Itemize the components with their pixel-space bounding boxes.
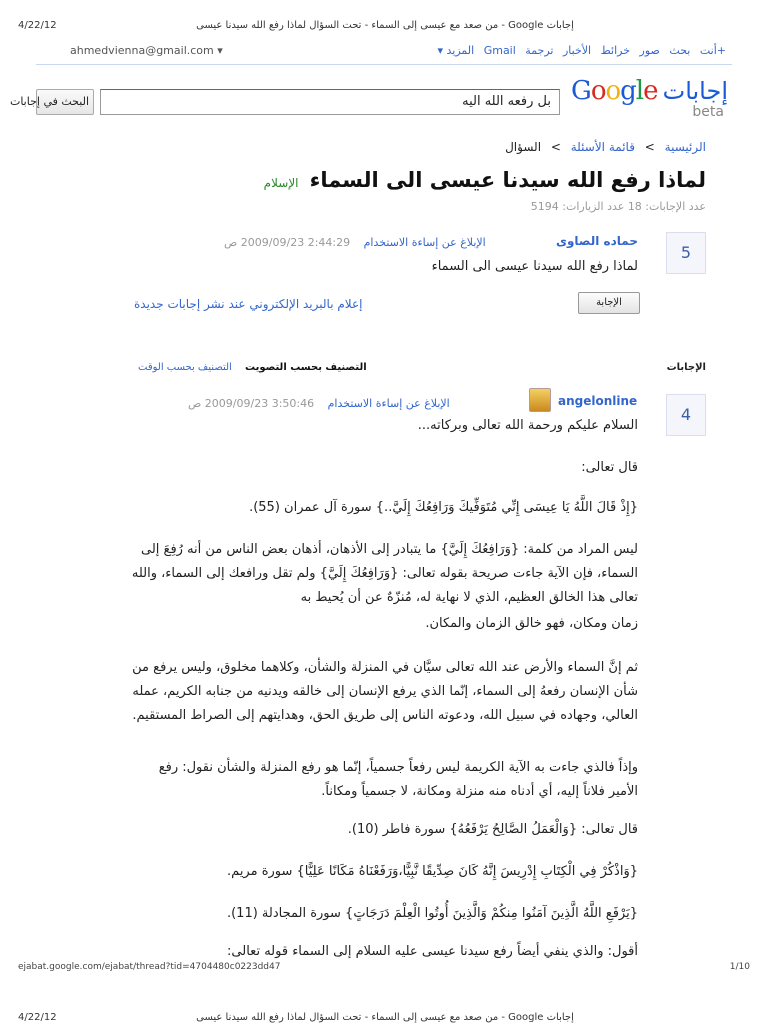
account-email[interactable]: ahmedvienna@gmail.com ▾ [70, 44, 223, 57]
answer-paragraph: {وَاذْكُرْ فِي الْكِتَابِ إِدْرِيسَ إِنَّهُ كَانَ صِدِّيقًا نَّبِيًّا،وَرَفَعْنَاهُ مَكَانًا عَلِيًّا} سورة مريم. [227, 864, 638, 879]
search-button[interactable]: البحث في إجابات [36, 89, 94, 115]
breadcrumb-home[interactable]: الرئيسية [664, 140, 706, 154]
question-author[interactable]: حماده الصاوى [555, 234, 638, 248]
logo-beta-tag: beta [692, 104, 724, 120]
nav-more[interactable]: المزيد ▾ [437, 44, 475, 57]
print-title-next: إجابات Google - من صعد مع عيسى إلى السماء - تحت السؤال لماذا رفع الله سيدنا عيسى [196, 1012, 574, 1023]
answer-meta [188, 397, 450, 410]
answer-paragraph: {يَرْفَعِ اللَّهُ الَّذِينَ آمَنُوا مِنكُمْ وَالَّذِينَ أُوتُوا الْعِلْمَ دَرَجَاتٍ} سورة المجادلة (11). [226, 906, 638, 921]
breadcrumb-sep: > [550, 140, 561, 154]
sort-by-vote[interactable]: التصنيف بحسب التصويت [245, 362, 367, 373]
breadcrumb-current: السؤال [505, 140, 542, 154]
question-meta [224, 236, 486, 249]
question-timestamp: 2:44:29 2009/09/23 ص [224, 236, 351, 249]
breadcrumb-sep: > [644, 140, 655, 154]
nav-plus[interactable]: +أنت [699, 44, 726, 57]
answer-paragraph: السلام عليكم ورحمة الله تعالى وبركاته... [417, 418, 638, 433]
question-body: لماذا رفع الله سيدنا عيسى الى السماء [431, 259, 638, 274]
answer-button[interactable]: الإجابة [578, 292, 640, 314]
top-nav [432, 44, 727, 57]
answer-paragraph: ثم إنَّ السماء والأرض عند الله تعالى سيَّان في المنزلة والشأن، وكلاهما مخلوق، وليس يرفع من شأن الإنسان رفعهُ إلى السماء، إنّما الذي يرفع الإنسان إلى خالقه ويدنيه من جنابه الكريم، عمله العالي، وجهاده في سبيل الله، ودعوته الناس إلى طريق الحق، وهدايتهم إلى الصراط المستقيم. [132, 660, 638, 723]
answers-label: الإجابات [666, 362, 706, 373]
top-divider [36, 64, 732, 65]
sort-options [138, 362, 367, 373]
print-date-next: 4/22/12 [18, 1012, 57, 1023]
answer-paragraph: ليس المراد من كلمة: {وَرَافِعُكَ إِلَيَّ} ما يتبادر إلى الأذهان، أذهان بعض الناس من أنه رُفِعَ إلى السماء، فإن الآية جاءت صريحة بقوله تعالى: {وَرَافِعُكَ إِلَيَّ} ولم تقل ورافعك إلى السماء، والله تعالى هذا الخالق العظيم، الذي لا نهاية له، مُنزّهٌ عن أن يُحيط به [131, 542, 638, 605]
report-abuse-link[interactable]: الإبلاغ عن إساءة الاستخدام [327, 397, 450, 410]
answer-author[interactable]: angelonline [558, 394, 638, 408]
page-title: لماذا رفع الله سيدنا عيسى الى السماء [309, 168, 706, 192]
answer-timestamp: 3:50:46 2009/09/23 ص [188, 397, 315, 410]
search-input[interactable]: بل رفعه الله اليه [100, 89, 560, 115]
question-header [264, 168, 706, 192]
question-vote-count[interactable]: 5 [666, 232, 706, 274]
answer-paragraph: {إِذْ قَالَ اللَّهُ يَا عِيسَى إِنِّي مُتَوَفِّيكَ وَرَافِعُكَ إِلَيَّ..} سورة آل عمران (55). [249, 500, 638, 515]
answer-paragraph: أقول: والذي ينفي أيضاً رفع سيدنا عيسى عليه السلام إلى السماء قوله تعالى: [227, 944, 638, 959]
sort-by-time[interactable]: التصنيف بحسب الوقت [138, 362, 232, 373]
nav-maps[interactable]: خرائط [600, 44, 631, 57]
answer-paragraph: وإذاً فالذي جاءت به الآية الكريمة ليس رفعاً جسمياً، إنّما هو رفع المنزلة والشأن نقول: رفع الأمير فلاناً إليه، أي أدناه منه منزلة ومكانة، لا جسمياً ومكاناً. [158, 760, 638, 799]
answer-paragraph: قال تعالى: {وَالْعَمَلُ الصَّالِحُ يَرْفَعُهُ} سورة فاطر (10). [347, 822, 638, 837]
print-title: إجابات Google - من صعد مع عيسى إلى السماء - تحت السؤال لماذا رفع الله سيدنا عيسى [196, 20, 574, 31]
print-page-number: 1/10 [729, 962, 750, 972]
answer-vote-count[interactable]: 4 [666, 394, 706, 436]
nav-gmail[interactable]: Gmail [483, 44, 516, 57]
nav-search[interactable]: بحث [669, 44, 691, 57]
category-link[interactable]: الإسلام [263, 176, 299, 190]
print-url: ejabat.google.com/ejabat/thread?tid=4704480c0223dd47 [18, 962, 281, 972]
nav-translate[interactable]: ترجمة [525, 44, 554, 57]
report-abuse-link[interactable]: الإبلاغ عن إساءة الاستخدام [363, 236, 486, 249]
nav-images[interactable]: صور [639, 44, 660, 57]
question-stats: عدد الإجابات: 18 عدد الزيارات: 5194 [530, 200, 706, 213]
answer-paragraph: قال تعالى: [581, 460, 638, 475]
logo-product: إجابات [662, 77, 728, 105]
avatar [529, 388, 551, 412]
answer-paragraph: زمان ومكان، فهو خالق الزمان والمكان. [425, 616, 638, 631]
logo-brand: Google [571, 76, 658, 106]
nav-news[interactable]: الأخبار [562, 44, 592, 57]
logo[interactable] [571, 76, 728, 120]
print-date: 4/22/12 [18, 20, 57, 31]
breadcrumb [505, 140, 706, 154]
breadcrumb-list[interactable]: قائمة الأسئلة [570, 140, 635, 154]
email-notify-link[interactable]: إعلام بالبريد الإلكتروني عند نشر إجابات جديدة [134, 297, 363, 311]
